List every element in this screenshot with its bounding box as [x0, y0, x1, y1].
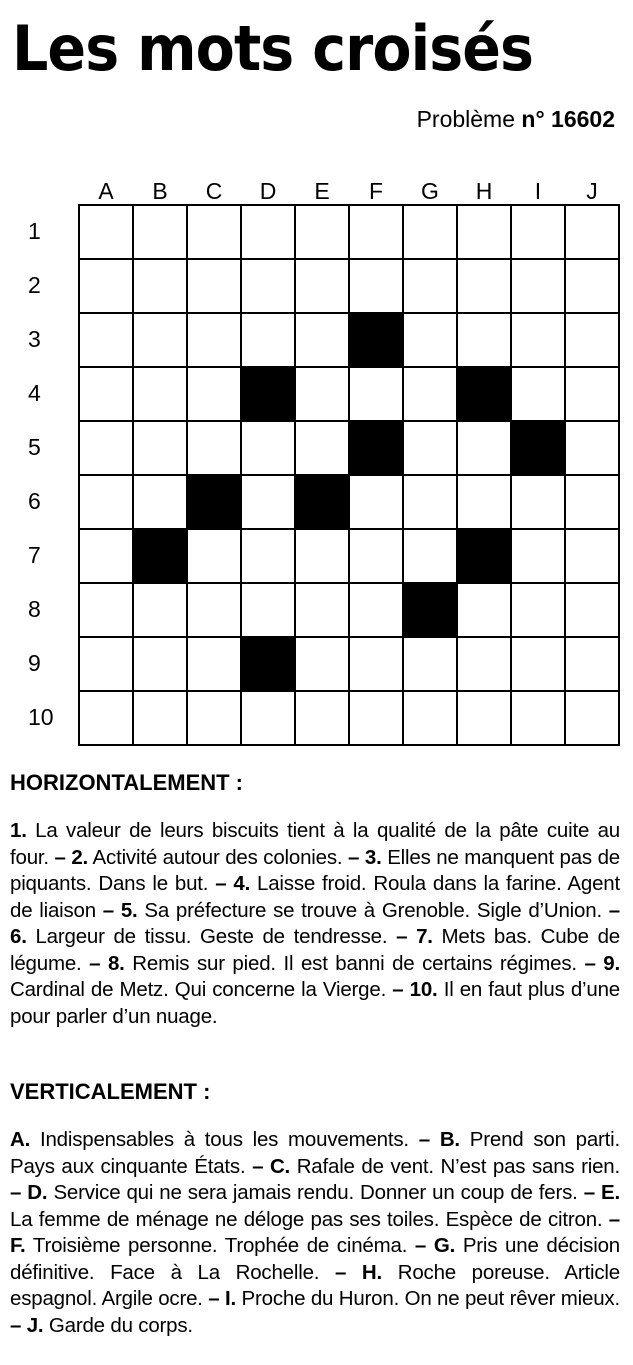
- grid-cell-c2[interactable]: [188, 260, 242, 314]
- grid-cell-b1[interactable]: [134, 206, 188, 260]
- vertical-separator: –: [245, 1154, 270, 1178]
- black-cell-e6: [296, 476, 350, 530]
- grid-cell-b3[interactable]: [134, 314, 188, 368]
- grid-cell-c10[interactable]: [188, 692, 242, 746]
- vertical-clue-text: Garde du corps.: [43, 1313, 193, 1337]
- column-label-f: F: [368, 178, 384, 204]
- grid-cell-b8[interactable]: [134, 584, 188, 638]
- horizontal-clue-text: Elles ne manquent pas de piquants. Dans le but.: [10, 845, 620, 895]
- column-labels: [79, 178, 619, 204]
- row-label-1: 1: [28, 218, 41, 244]
- grid-cell-e1[interactable]: [296, 206, 350, 260]
- grid-cell-a4[interactable]: [80, 368, 134, 422]
- grid-cell-g2[interactable]: [404, 260, 458, 314]
- row-label-2: 2: [28, 272, 41, 298]
- horizontal-clue-number: 6.: [10, 925, 27, 948]
- horizontal-clue-number: 4.: [233, 872, 251, 895]
- grid-cell-g5[interactable]: [404, 422, 458, 476]
- vertical-clue-number: J.: [26, 1313, 44, 1337]
- grid-cell-b10[interactable]: [134, 692, 188, 746]
- grid-cell-h2[interactable]: [458, 260, 512, 314]
- row-label-3: 3: [28, 326, 41, 352]
- grid-cell-d1[interactable]: [242, 206, 296, 260]
- vertical-separator: –: [408, 1128, 440, 1151]
- grid-cell-h1[interactable]: [458, 206, 512, 260]
- vertical-section: [10, 1081, 620, 1339]
- grid-cell-c5[interactable]: [188, 422, 242, 476]
- grid-cell-g10[interactable]: [404, 692, 458, 746]
- row-label-4: 4: [28, 380, 41, 406]
- vertical-clue-text: Rafale de vent. N’est pas sans rien.: [290, 1154, 620, 1178]
- grid-cell-b4[interactable]: [134, 368, 188, 422]
- black-cell-f3: [350, 314, 404, 368]
- vertical-clue-number: F.: [10, 1234, 26, 1257]
- vertical-separator: –: [602, 1207, 620, 1231]
- problem-number: [417, 108, 615, 131]
- black-cell-d9: [242, 638, 296, 692]
- horizontal-separator: –: [386, 978, 410, 1001]
- grid-cell-a10[interactable]: [80, 692, 134, 746]
- grid-cell-i4[interactable]: [512, 368, 566, 422]
- grid-cell-a9[interactable]: [80, 638, 134, 692]
- grid-cell-f6[interactable]: [350, 476, 404, 530]
- horizontal-clue-number: 1.: [10, 819, 27, 842]
- grid-cell-e9[interactable]: [296, 638, 350, 692]
- horizontal-separator: –: [387, 925, 417, 948]
- row-label-6: 6: [28, 488, 41, 514]
- crossword-grid: [78, 204, 620, 746]
- column-label-h: H: [475, 178, 493, 204]
- vertical-separator: –: [202, 1287, 226, 1310]
- grid-cell-a5[interactable]: [80, 422, 134, 476]
- grid-cell-i2[interactable]: [512, 260, 566, 314]
- vertical-separator: –: [407, 1234, 434, 1257]
- grid-cell-f2[interactable]: [350, 260, 404, 314]
- grid-cell-j5[interactable]: [566, 422, 620, 476]
- black-cell-h7: [458, 530, 512, 584]
- grid-cell-a6[interactable]: [80, 476, 134, 530]
- vertical-clue-text: Troisième personne. Trophée de cinéma.: [25, 1234, 408, 1257]
- horizontal-clue-text: Mets bas. Cube de légume.: [10, 925, 620, 975]
- black-cell-g8: [404, 584, 458, 638]
- vertical-clue-text: Roche poreuse. Article espagnol. Argile ocre.: [10, 1260, 620, 1310]
- grid-cell-c7[interactable]: [188, 530, 242, 584]
- grid-cell-j2[interactable]: [566, 260, 620, 314]
- column-label-g: G: [421, 178, 439, 204]
- grid-cell-i1[interactable]: [512, 206, 566, 260]
- grid-cell-i6[interactable]: [512, 476, 566, 530]
- vertical-clues: [10, 1127, 620, 1339]
- grid-cell-f7[interactable]: [350, 530, 404, 584]
- black-cell-d4: [242, 368, 296, 422]
- grid-cell-j1[interactable]: [566, 206, 620, 260]
- column-label-c: C: [205, 178, 223, 204]
- grid-cell-c3[interactable]: [188, 314, 242, 368]
- grid-cell-d7[interactable]: [242, 530, 296, 584]
- horizontal-clue-number: 8.: [107, 951, 125, 975]
- grid-cell-h6[interactable]: [458, 476, 512, 530]
- vertical-clue-text: Proche du Huron. On ne peut rêver mieux.: [236, 1287, 620, 1310]
- grid-cell-j4[interactable]: [566, 368, 620, 422]
- grid-cell-i10[interactable]: [512, 692, 566, 746]
- black-cell-i5: [512, 422, 566, 476]
- grid-cell-c1[interactable]: [188, 206, 242, 260]
- grid-cell-h9[interactable]: [458, 638, 512, 692]
- grid-cell-a2[interactable]: [80, 260, 134, 314]
- row-label-10: 10: [28, 704, 54, 730]
- grid-cell-j7[interactable]: [566, 530, 620, 584]
- horizontal-clue-number: 7.: [416, 925, 433, 948]
- grid-cell-b5[interactable]: [134, 422, 188, 476]
- grid-cell-d6[interactable]: [242, 476, 296, 530]
- grid-cell-j10[interactable]: [566, 692, 620, 746]
- horizontal-clue-number: 3.: [364, 845, 382, 869]
- vertical-clue-text: Pris une décision définitive. Face à La Rochelle.: [10, 1234, 620, 1284]
- horizontal-separator: –: [601, 898, 620, 922]
- horizontal-clue-text: Remis sur pied. Il est banni de certains régimes.: [124, 951, 577, 975]
- grid-cell-h5[interactable]: [458, 422, 512, 476]
- horizontal-clue-text: Laisse froid. Roula dans la farine. Agent de liaison: [10, 872, 620, 922]
- vertical-clue-text: La femme de ménage ne déloge pas ses toiles. Espèce de citron.: [10, 1207, 603, 1231]
- grid-cell-i8[interactable]: [512, 584, 566, 638]
- grid-cell-b9[interactable]: [134, 638, 188, 692]
- horizontal-separator: –: [208, 872, 234, 895]
- grid-cell-e4[interactable]: [296, 368, 350, 422]
- horizontal-separator: –: [576, 951, 604, 975]
- vertical-clue-number: G.: [433, 1234, 456, 1257]
- vertical-clue-number: C.: [269, 1154, 291, 1178]
- grid-cell-d5[interactable]: [242, 422, 296, 476]
- grid-cell-g9[interactable]: [404, 638, 458, 692]
- grid-cell-c8[interactable]: [188, 584, 242, 638]
- grid-cell-e10[interactable]: [296, 692, 350, 746]
- grid-cell-a7[interactable]: [80, 530, 134, 584]
- horizontal-clue-number: 9.: [603, 951, 620, 975]
- column-label-e: E: [314, 178, 330, 204]
- grid-cell-j3[interactable]: [566, 314, 620, 368]
- vertical-separator: –: [10, 1181, 28, 1204]
- grid-cell-h10[interactable]: [458, 692, 512, 746]
- horizontal-clue-number: 5.: [120, 898, 138, 922]
- column-label-i: I: [534, 178, 542, 204]
- problem-number-prefix: n°: [521, 106, 545, 132]
- grid-cell-e5[interactable]: [296, 422, 350, 476]
- horizontal-clue-text: Activité autour des colonies.: [88, 845, 343, 869]
- vertical-clue-number: B.: [439, 1128, 460, 1151]
- grid-cell-i9[interactable]: [512, 638, 566, 692]
- grid-cell-g6[interactable]: [404, 476, 458, 530]
- grid-cell-j9[interactable]: [566, 638, 620, 692]
- horizontal-separator: –: [342, 845, 365, 869]
- puzzle-title: Les mots croisés: [12, 12, 534, 85]
- grid-cell-c9[interactable]: [188, 638, 242, 692]
- grid-cell-d10[interactable]: [242, 692, 296, 746]
- grid-cell-f1[interactable]: [350, 206, 404, 260]
- grid-cell-i7[interactable]: [512, 530, 566, 584]
- grid-cell-e8[interactable]: [296, 584, 350, 638]
- horizontal-separator: –: [95, 898, 121, 922]
- grid-cell-j8[interactable]: [566, 584, 620, 638]
- horizontal-separator: –: [48, 845, 72, 869]
- column-label-d: D: [259, 178, 277, 204]
- black-cell-h4: [458, 368, 512, 422]
- horizontal-separator: –: [81, 951, 108, 975]
- vertical-separator: –: [577, 1181, 602, 1204]
- grid-cell-f10[interactable]: [350, 692, 404, 746]
- column-label-j: J: [586, 178, 598, 204]
- grid-cell-f9[interactable]: [350, 638, 404, 692]
- horizontal-clue-text: La valeur de leurs biscuits tient à la qualité de la pâte cuite au four.: [10, 819, 620, 869]
- black-cell-c6: [188, 476, 242, 530]
- vertical-clue-number: A.: [10, 1128, 31, 1151]
- column-label-b: B: [152, 178, 168, 204]
- grid-cell-c4[interactable]: [188, 368, 242, 422]
- grid-cell-g4[interactable]: [404, 368, 458, 422]
- vertical-clue-number: E.: [601, 1181, 620, 1204]
- horizontal-clue-text: Cardinal de Metz. Qui concerne la Vierge.: [10, 978, 387, 1001]
- horizontal-section: [10, 772, 620, 1030]
- grid-cell-g1[interactable]: [404, 206, 458, 260]
- grid-cell-e3[interactable]: [296, 314, 350, 368]
- black-cell-f5: [350, 422, 404, 476]
- vertical-clue-text: Service qui ne sera jamais rendu. Donner un coup de fers.: [47, 1181, 578, 1204]
- vertical-clue-number: I.: [225, 1287, 237, 1310]
- grid-cell-d3[interactable]: [242, 314, 296, 368]
- grid-cell-f4[interactable]: [350, 368, 404, 422]
- problem-number-value: 16602: [551, 106, 615, 132]
- problem-label: Problème: [416, 106, 515, 132]
- grid-cell-e2[interactable]: [296, 260, 350, 314]
- row-label-8: 8: [28, 596, 41, 622]
- vertical-separator: –: [319, 1260, 362, 1284]
- horizontal-clue-text: Il en faut plus d’une pour parler d’un nuage.: [10, 978, 620, 1028]
- grid-cell-a3[interactable]: [80, 314, 134, 368]
- vertical-clue-text: Prend son parti. Pays aux cinquante États.: [10, 1128, 620, 1178]
- grid-cell-a1[interactable]: [80, 206, 134, 260]
- grid-cell-b6[interactable]: [134, 476, 188, 530]
- grid-cell-i3[interactable]: [512, 314, 566, 368]
- black-cell-b7: [134, 530, 188, 584]
- horizontal-clues: [10, 818, 620, 1030]
- grid-cell-g3[interactable]: [404, 314, 458, 368]
- horizontal-heading: HORIZONTALEMENT :: [10, 770, 244, 795]
- horizontal-clue-number: 2.: [71, 845, 89, 869]
- grid-cell-g7[interactable]: [404, 530, 458, 584]
- grid-cell-b2[interactable]: [134, 260, 188, 314]
- grid-cell-e7[interactable]: [296, 530, 350, 584]
- grid-cell-d8[interactable]: [242, 584, 296, 638]
- vertical-separator: –: [10, 1313, 27, 1337]
- row-label-7: 7: [28, 542, 41, 568]
- row-label-9: 9: [28, 650, 41, 676]
- vertical-clue-number: D.: [27, 1181, 48, 1204]
- grid-cell-h8[interactable]: [458, 584, 512, 638]
- horizontal-clue-number: 10.: [409, 978, 438, 1001]
- grid-cell-a8[interactable]: [80, 584, 134, 638]
- row-labels: [20, 204, 72, 744]
- row-label-5: 5: [28, 434, 41, 460]
- column-label-a: A: [98, 178, 114, 204]
- horizontal-clue-text: Sa préfecture se trouve à Grenoble. Sigle d’Union.: [137, 898, 602, 922]
- grid-cell-j6[interactable]: [566, 476, 620, 530]
- grid-cell-d2[interactable]: [242, 260, 296, 314]
- vertical-heading: VERTICALEMENT :: [10, 1079, 211, 1104]
- horizontal-clue-text: Largeur de tissu. Geste de tendresse.: [26, 925, 388, 948]
- grid-cell-h3[interactable]: [458, 314, 512, 368]
- vertical-clue-number: H.: [361, 1260, 383, 1284]
- grid-cell-f8[interactable]: [350, 584, 404, 638]
- vertical-clue-text: Indispensables à tous les mouvements.: [30, 1128, 409, 1151]
